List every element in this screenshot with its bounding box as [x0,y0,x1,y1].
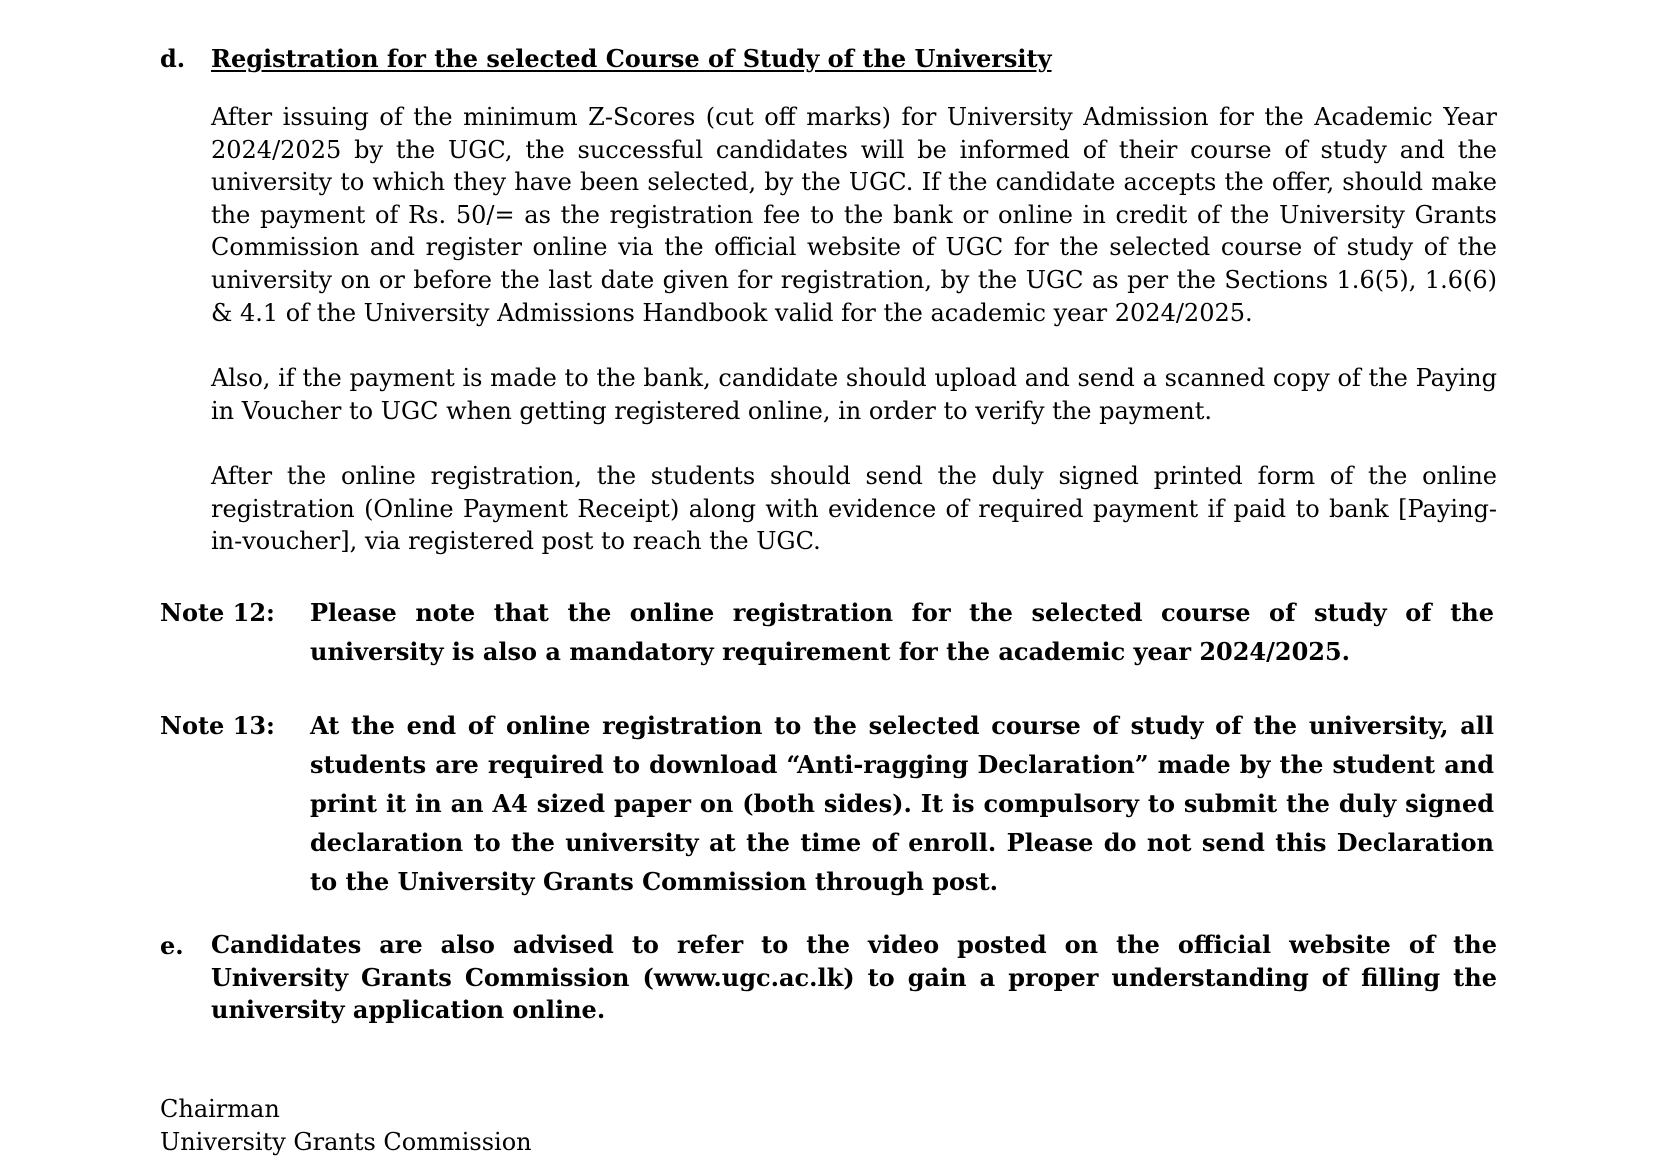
section-d-title: Registration for the selected Course of Study of the University [211,44,1052,73]
section-d-paragraph-1: After issuing of the minimum Z-Scores (cut off marks) for University Admission for the Academic Year 2024/2025 by the UGC, the successful candidates will be informed of their course of study and the university to which they have been selected, by the UGC. If the candidate accepts the offer, should make the payment of Rs. 50/= as the registration fee to the bank or online in credit of the University Grants Commission and register online via the official website of UGC for the selected course of study of the university on or before the last date given for registration, by the UGC as per the Sections 1.6(5), 1.6(6) & 4.1 of the University Admissions Handbook valid for the academic year 2024/2025. [211,103,1497,327]
section-d-paragraph-3: After the online registration, the students should send the duly signed printed form of the online registration (Online Payment Receipt) along with evidence of required payment if paid to bank [Paying-in-voucher], via registered post to reach the UGC. [211,462,1497,556]
note-12-text: Please note that the online registration for the selected course of study of the university is also a mandatory requirement for the academic year 2024/2025. [310,598,1494,666]
note-13-label: Note 13: [160,711,275,740]
section-d-letter: d. [160,44,186,73]
section-e-letter: e. [160,931,184,960]
signature-organization: University Grants Commission [160,1128,532,1156]
note-12-label: Note 12: [160,598,275,627]
note-13-text: At the end of online registration to the selected course of study of the university, all students are required to download “Anti-ragging Declaration” made by the student and print it in an A4 sized paper on (both sides). It is compulsory to submit the duly signed declaration to the university at the time of enroll. Please do not send this Declaration to the University Grants Commission through post. [310,711,1494,896]
section-d-paragraph-2: Also, if the payment is made to the bank, candidate should upload and send a scanned copy of the Paying in Voucher to UGC when getting registered online, in order to verify the payment. [211,364,1497,425]
signature-block [160,1093,532,1159]
section-e-text: Candidates are also advised to refer to the video posted on the official website of the University Grants Commission (www.ugc.ac.lk) to gain a proper understanding of filling the university application online. [211,930,1497,1025]
signature-title: Chairman [160,1095,280,1123]
